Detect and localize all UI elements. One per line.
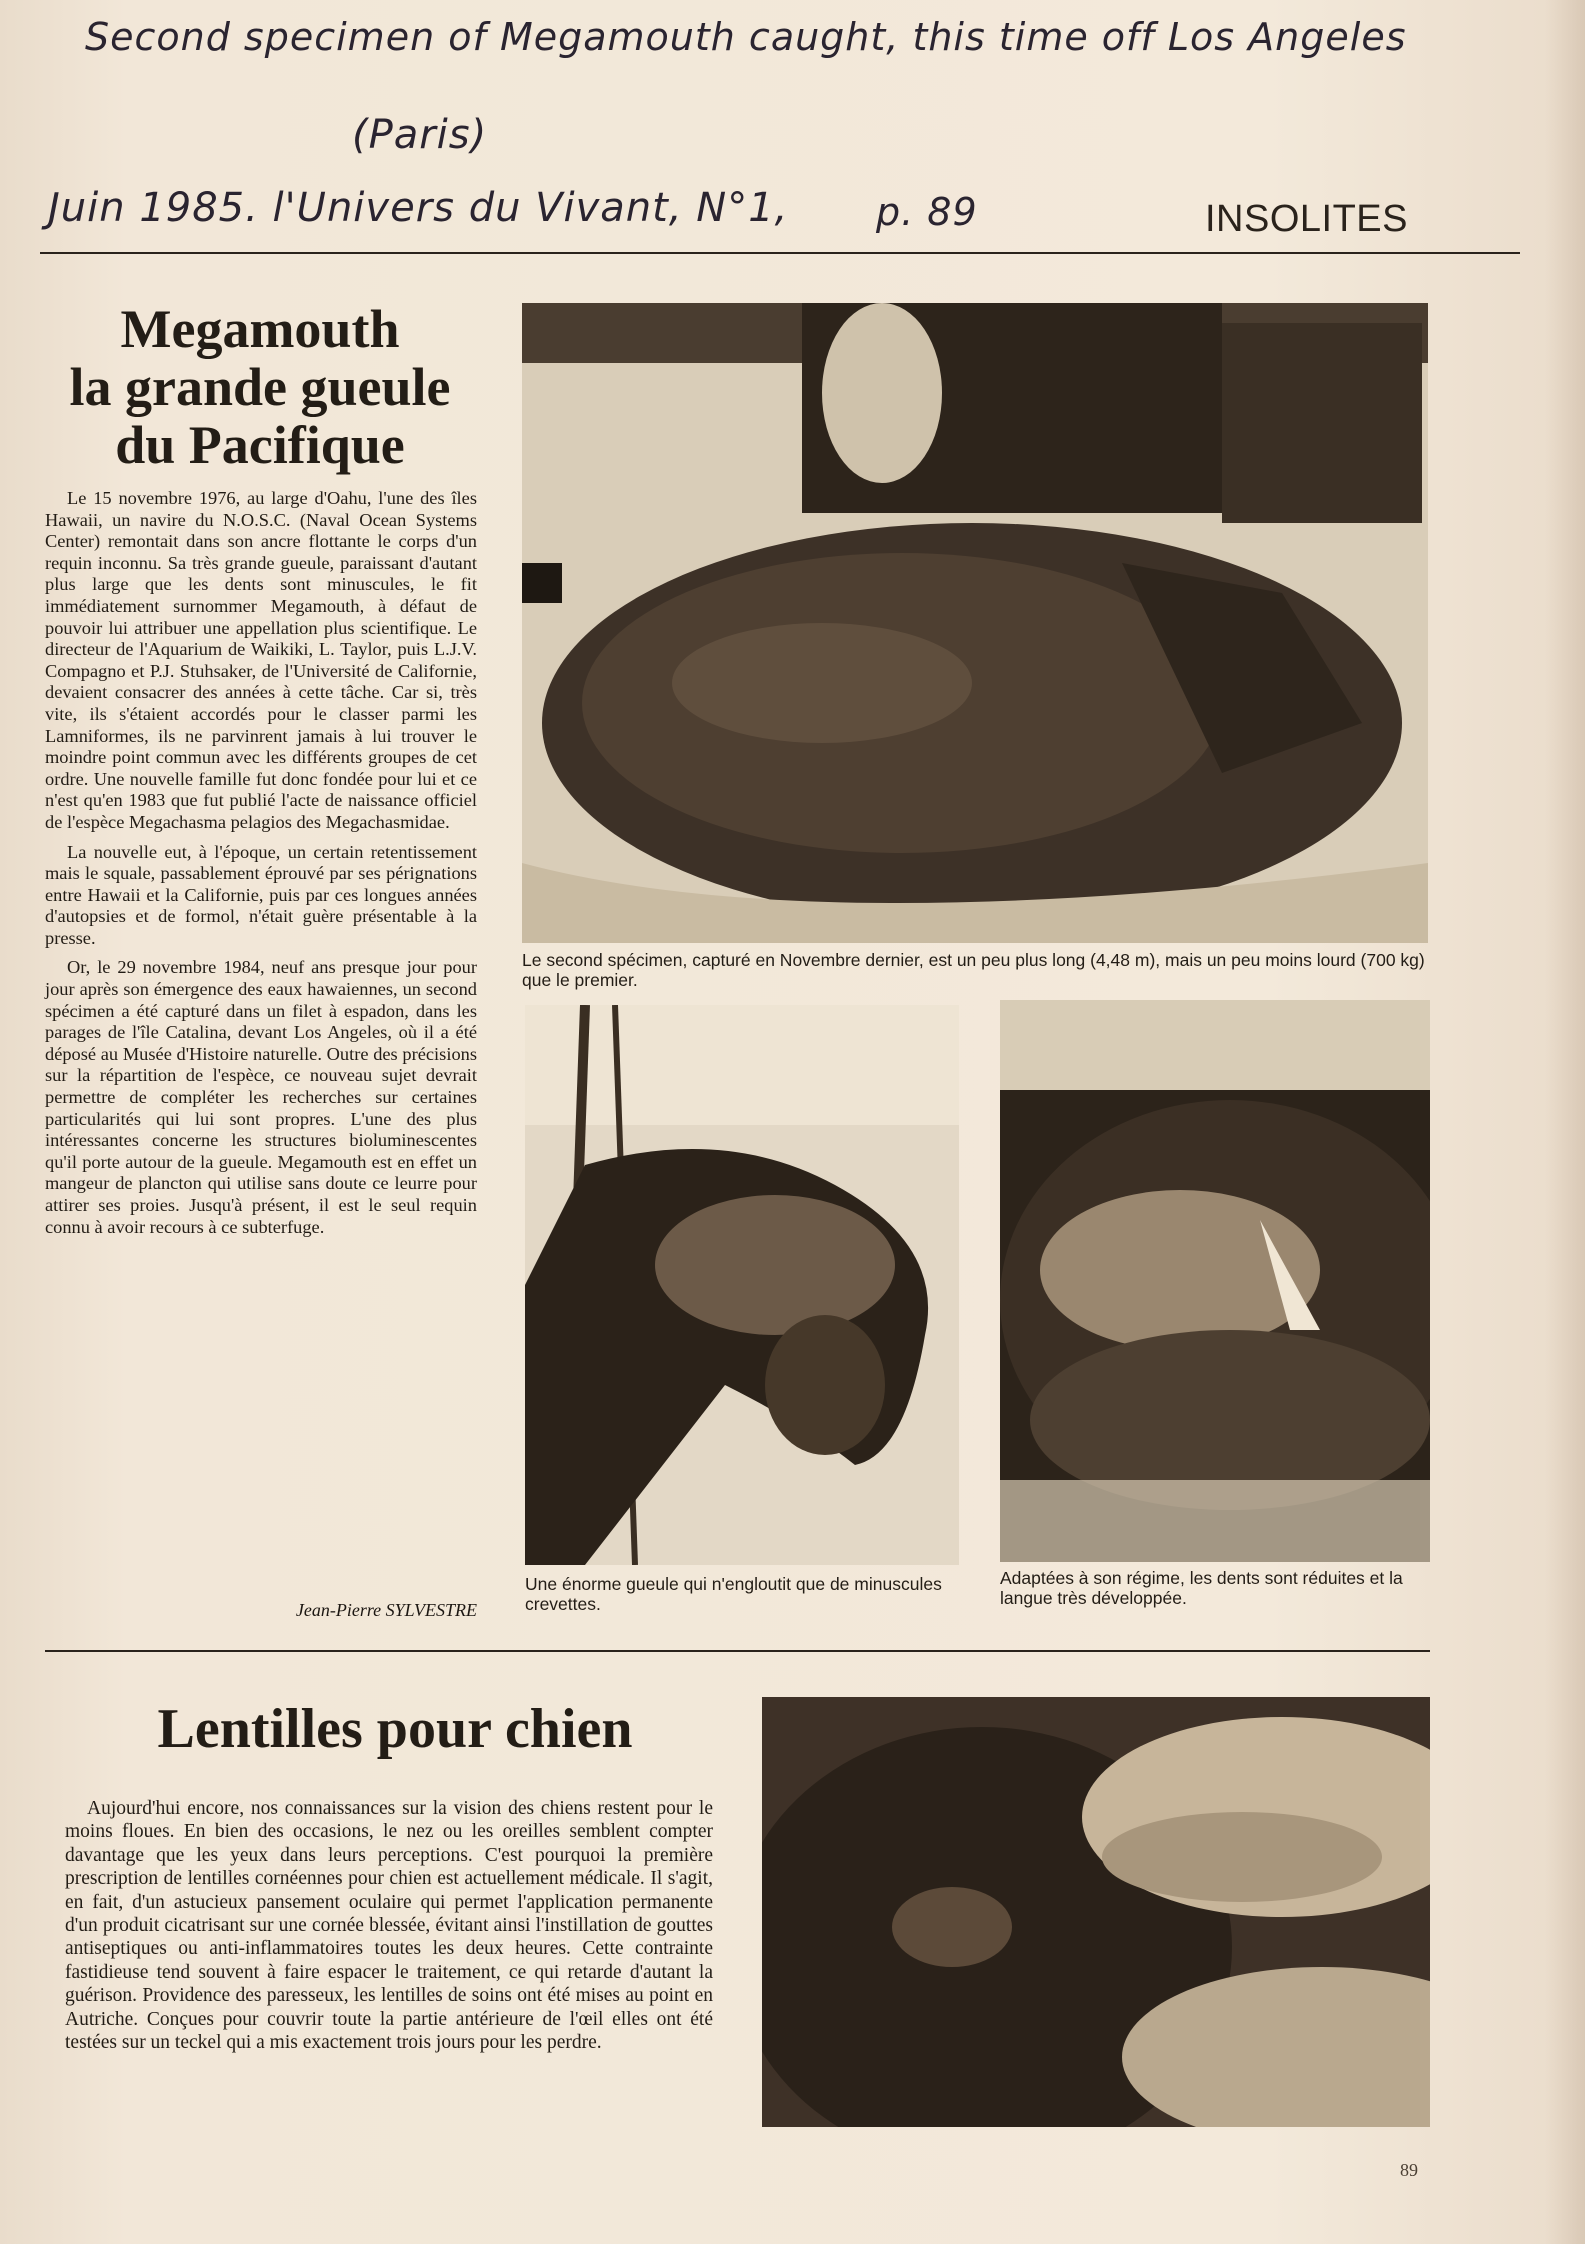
photo-megamouth-jaw-art <box>1000 1000 1430 1562</box>
title-line: du Pacifique <box>115 415 405 475</box>
photo-dog-eye-art <box>762 1697 1430 2127</box>
photo-megamouth-jaw <box>1000 1000 1430 1562</box>
paragraph: La nouvelle eut, à l'époque, un certain retentissement mais le squale, passablement éprouvé par ses pérignations entre Hawaii et la Californie, puis par ces longues années d'autopsies et de formol, n'était guère présentable à la presse. <box>45 841 477 948</box>
paragraph: Or, le 29 novembre 1984, neuf ans presque jour pour jour après son émergence des eaux hawaiennes, un second spécimen a été capturé dans un filet à espadon, dans les parages de l'île Catalina, devant Los Angeles, où il a été déposé au Musée d'Histoire naturelle. Outre des précisions sur la répartition de l'espèce, ce nouveau sujet devrait permettre de compléter les recherches sur certaines particularités qui lui sont propres. L'une des plus intéressantes concerne les structures bioluminescentes qu'il porte autour de la gueule. Megamouth est en effet un mangeur de plancton qui utilise sans doute ce leurre pour attirer ses proies. Jusqu'à présent, il est le seul requin connu à avoir recours à ce subterfuge. <box>45 957 477 1237</box>
section-label: INSOLITES <box>1205 198 1408 240</box>
handwritten-note-title: Second specimen of Megamouth caught, this time off Los Angeles <box>85 15 1407 59</box>
byline: Jean-Pierre SYLVESTRE <box>295 1600 477 1620</box>
handwritten-note-page: p. 89 <box>876 190 978 234</box>
header-rule <box>40 252 1520 254</box>
caption-hanging-photo: Une énorme gueule qui n'engloutit que de minuscules crevettes. <box>525 1574 942 1614</box>
paper-edge-shadow <box>1545 0 1585 2244</box>
caption-main-photo: Le second spécimen, capturé en Novembre dernier, est un peu plus long (4,48 m), mais un peu moins lourd (700 kg) que le premier. <box>522 950 1425 990</box>
handwritten-note-city: (Paris) <box>352 112 488 158</box>
photo-megamouth-hanging <box>525 1005 959 1565</box>
caption-jaw-photo: Adaptées à son régime, les dents sont réduites et la langue très développée. <box>1000 1568 1403 1608</box>
photo-megamouth-hanging-art <box>525 1005 959 1565</box>
handwritten-note-source: Juin 1985. l'Univers du Vivant, N°1, <box>48 185 789 231</box>
article-body-megamouth <box>45 488 477 1238</box>
photo-megamouth-dock-art <box>522 303 1428 943</box>
article-title-megamouth <box>45 300 475 474</box>
article-title-lentilles: Lentilles pour chien <box>157 1698 633 1760</box>
title-line: Megamouth <box>120 299 400 359</box>
section-divider <box>45 1650 1430 1652</box>
article-body-lentilles <box>65 1797 713 2054</box>
paragraph: Aujourd'hui encore, nos connaissances sur la vision des chiens restent pour le moins floues. En bien des occasions, le nez ou les oreilles semblent compter davantage que les yeux dans leurs perceptions. C'est pourquoi la première prescription de lentilles cornéennes pour chien est actuellement médicale. Il s'agit, en fait, d'un astucieux pansement oculaire qui permet l'application permanente d'un produit cicatrisant sur une cornée blessée, évitant ainsi l'instillation de gouttes antiseptiques ou anti-inflammatoires toutes les deux heures. Cette contrainte fastidieuse tend souvent à faire espacer le traitement, ce qui retarde d'autant la guérison. Providence des paresseux, les lentilles de soins ont été mises au point en Autriche. Conçues pour couvrir toute la partie antérieure de l'œil elles ont été testées sur un teckel qui a mis exactement trois jours pour les perdre. <box>65 1798 713 2054</box>
paragraph: Le 15 novembre 1976, au large d'Oahu, l'une des îles Hawaii, un navire du N.O.S.C. (Naval Ocean Systems Center) remontait dans son ancre flottante le corps d'un requin inconnu. Sa très grande gueule, paraissant d'autant plus large que les dents sont minuscules, le fit immédiatement surnommer Megamouth, à défaut de pouvoir lui attribuer une appellation plus scientifique. Le directeur de l'Aquarium de Waikiki, L. Taylor, puis L.J.V. Compagno et P.J. Stuhsaker, de l'Université de Californie, devaient consacrer des années à cette tâche. Car si, très vite, ils s'étaient accordés pour le classer parmi les Lamniformes, ils ne parvinrent jamais à lui trouver le moindre point commun avec les différents groupes de cet ordre. Une nouvelle famille fut donc fondée pour lui et ce n'est qu'en 1983 que fut publié l'acte de naissance officiel de l'espèce Megachasma pelagios des Megachasmidae. <box>45 488 477 832</box>
page-number: 89 <box>1400 2160 1418 2180</box>
photo-megamouth-dock <box>522 303 1428 943</box>
title-line: la grande gueule <box>69 357 451 417</box>
photo-dog-eye <box>762 1697 1430 2127</box>
